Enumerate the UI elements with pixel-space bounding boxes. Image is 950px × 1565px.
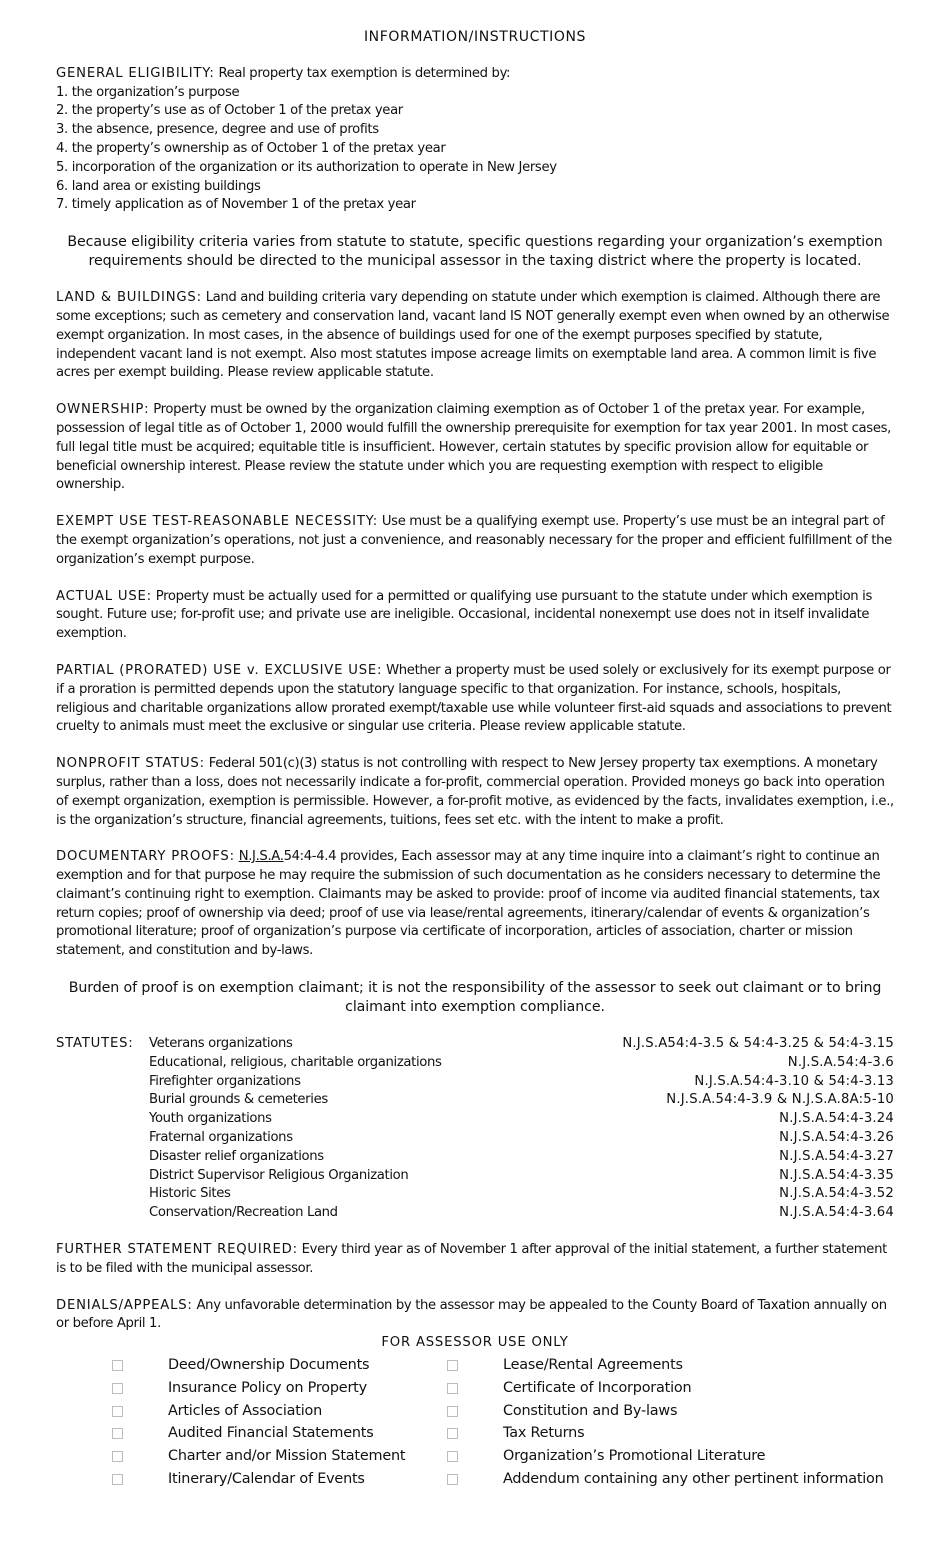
land-buildings-section <box>56 289 894 383</box>
assessor-use-title: FOR ASSESSOR USE ONLY <box>381 1335 569 1351</box>
statutes-label: STATUTES: <box>56 1036 134 1052</box>
checklist-item <box>112 1402 447 1421</box>
checklist-item <box>112 1379 447 1398</box>
checklist-item <box>447 1379 867 1398</box>
instructions-page <box>56 26 894 1489</box>
table-row <box>56 1054 894 1073</box>
list-item: 5. incorporation of the organization or its authorization to operate in New Jersey <box>56 159 557 175</box>
documentary-proofs-text: 54:4-4.4 provides, Each assessor may at any time inquire into a claimant’s right to continue an exemption and for that purpose he may require the submission of such documentation as he considers necessary to determine the claimant’s continuing right to exemption. Claimants may be asked to provide: proof of income via audited financial statements, tax return copies; proof of ownership via deed; proof of use via lease/rental agreements, itinerary/calendar of events & organization’s promotional literature; proof of organization’s purpose via certificate of incorporation, articles of association, charter or mission statement, and constitution and by-laws. <box>56 849 881 959</box>
statute-citation: N.J.S.A.54:4-3.64 <box>779 1205 894 1221</box>
land-buildings-label: LAND & BUILDINGS: <box>56 290 202 306</box>
checkbox[interactable] <box>447 1474 458 1485</box>
partial-use-label: PARTIAL (PRORATED) USE v. EXCLUSIVE USE: <box>56 662 383 678</box>
statute-citation: N.J.S.A.54:4-3.52 <box>779 1186 894 1202</box>
checklist-item <box>112 1447 447 1466</box>
checklist-label: Articles of Association <box>168 1402 323 1419</box>
checklist-label: Certificate of Incorporation <box>503 1379 692 1396</box>
checklist-item <box>447 1356 867 1375</box>
statute-organization: Firefighter organizations <box>149 1073 301 1089</box>
checkbox[interactable] <box>112 1360 123 1371</box>
exempt-use-section <box>56 513 894 569</box>
statute-organization: Fraternal organizations <box>149 1130 293 1146</box>
list-item: 2. the property’s use as of October 1 of the pretax year <box>56 103 403 119</box>
checklist-label: Charter and/or Mission Statement <box>168 1448 406 1465</box>
further-statement-text: Every third year as of November 1 after approval of the initial statement, a further statement is to be filed with the municipal assessor. <box>56 1242 887 1276</box>
table-row <box>56 1204 894 1223</box>
actual-use-text: Property must be actually used for a permitted or qualifying use pursuant to the statute under which exemption is sought. Future use; for-profit use; and private use are ineligible. Occasional, incidental nonexempt use does not in itself invalidate exemption. <box>56 588 872 642</box>
further-statement-section <box>56 1241 894 1279</box>
statute-citation: N.J.S.A.54:4-3.10 & 54:4-3.13 <box>694 1073 894 1089</box>
documentary-proofs-label: DOCUMENTARY PROOFS: <box>56 849 235 865</box>
checkbox[interactable] <box>447 1451 458 1462</box>
statute-citation: N.J.S.A. <box>238 849 284 865</box>
checklist-item <box>447 1402 867 1421</box>
statute-citation: N.J.S.A.54:4-3.35 <box>779 1167 894 1183</box>
assessor-checklist <box>112 1356 894 1489</box>
statute-organization: Veterans organizations <box>149 1036 293 1052</box>
table-row <box>56 1185 894 1204</box>
table-row <box>56 1110 894 1129</box>
list-item: 3. the absence, presence, degree and use of profits <box>56 122 379 138</box>
denials-appeals-text: Any unfavorable determination by the assessor may be appealed to the County Board of Taxation annually on or before April 1. <box>56 1297 887 1332</box>
statute-citation: N.J.S.A.54:4-3.27 <box>779 1148 894 1164</box>
checkbox[interactable] <box>112 1451 123 1462</box>
actual-use-label: ACTUAL USE: <box>56 588 152 604</box>
checkbox[interactable] <box>112 1428 123 1439</box>
denials-appeals-label: DENIALS/APPEALS: <box>56 1297 193 1313</box>
checklist-label: Organization’s Promotional Literature <box>503 1448 766 1465</box>
burden-note: Burden of proof is on exemption claimant; it is not the responsibility of the assessor to seek out claimant or to bring claimant into exemption compliance. <box>68 980 882 1016</box>
list-item: 1. the organization’s purpose <box>56 84 240 100</box>
table-row <box>56 1035 894 1054</box>
eligibility-list <box>56 84 894 216</box>
statute-citation: N.J.S.A.54:4-3.24 <box>779 1111 894 1127</box>
partial-use-section <box>56 662 894 737</box>
ownership-label: OWNERSHIP: <box>56 402 150 418</box>
statute-organization: Burial grounds & cemeteries <box>149 1092 328 1108</box>
checkbox[interactable] <box>447 1406 458 1417</box>
table-row <box>56 1167 894 1186</box>
list-item: 4. the property’s ownership as of October 1 of the pretax year <box>56 140 446 156</box>
statute-organization: District Supervisor Religious Organization <box>149 1167 409 1183</box>
checklist-item <box>112 1424 447 1443</box>
general-eligibility-intro: Real property tax exemption is determined by: <box>218 65 511 81</box>
checklist-label: Deed/Ownership Documents <box>168 1357 370 1374</box>
list-item: 6. land area or existing buildings <box>56 178 261 194</box>
checklist-label: Insurance Policy on Property <box>168 1379 367 1396</box>
checklist-label: Lease/Rental Agreements <box>503 1357 683 1374</box>
checkbox[interactable] <box>112 1383 123 1394</box>
ownership-text: Property must be owned by the organization claiming exemption as of October 1 of the pretax year. For example, possession of legal title as of October 1, 2000 would fulfill the ownership prerequisite for exemption for tax year 2001. In most cases, full legal title must be acquired; equitable title is insufficient. However, certain statutes by specific provision allow for equitable or beneficial ownership interest. Please review the statute under which you are requesting exemption with respect to eligible ownership. <box>56 402 891 493</box>
table-row <box>56 1129 894 1148</box>
partial-use-text: Whether a property must be used solely or exclusively for its exempt purpose or if a proration is permitted depends upon the statutory language specific to that organization. For instance, schools, hospitals, religious and charitable organizations allow prorated exempt/taxable use while volunteer first-aid squads and associations to prevent cruelty to animals must meet the exclusive or singular use criteria. Please review applicable statute. <box>56 662 892 735</box>
land-buildings-text: Land and building criteria vary depending on statute under which exemption is claimed. Although there are some exceptions; such as cemetery and conservation land, vacant land IS NOT generally exempt even when owned by an otherwise exempt organization. In most cases, in the absence of buildings used for one of the exempt purposes specified by statute, independent vacant land is not exempt. Also most statutes impose acreage limits on exemptable land area. A common limit is five acres per exempt building. Please review applicable statute. <box>56 290 890 381</box>
list-item: 7. timely application as of November 1 of the pretax year <box>56 197 416 213</box>
eligibility-note: Because eligibility criteria varies from statute to statute, specific questions regarding your organization’s exemption requirements should be directed to the municipal assessor in the taxing district where the property is located. <box>67 234 883 270</box>
statute-citation: N.J.S.A.54:4-3.26 <box>779 1130 894 1146</box>
checklist-label: Tax Returns <box>503 1425 585 1442</box>
general-eligibility-section <box>56 65 894 215</box>
checklist-item <box>447 1470 884 1489</box>
ownership-section <box>56 401 894 495</box>
table-row <box>56 1073 894 1092</box>
checklist-item <box>447 1424 867 1443</box>
statute-organization: Historic Sites <box>149 1186 231 1202</box>
nonprofit-text: Federal 501(c)(3) status is not controlling with respect to New Jersey property tax exemptions. A monetary surplus, rather than a loss, does not necessarily indicate a for-profit, commercial operation. Provided moneys go back into operation of exempt organization, exemption is permissible. However, a for-profit motive, as evidenced by the facts, invalidates exemption, i.e., is the organization’s structure, financial agreements, tuitions, fees set etc. with the intent to make a profit. <box>56 756 894 828</box>
statute-organization: Conservation/Recreation Land <box>149 1205 338 1221</box>
statute-citation: N.J.S.A.54:4-3.6 <box>787 1054 894 1070</box>
statute-organization: Educational, religious, charitable organizations <box>149 1054 442 1070</box>
table-row <box>56 1148 894 1167</box>
page-title: INFORMATION/INSTRUCTIONS <box>363 29 587 45</box>
statute-organization: Youth organizations <box>149 1111 272 1127</box>
checkbox[interactable] <box>447 1360 458 1371</box>
statute-organization: Disaster relief organizations <box>149 1148 324 1164</box>
table-row <box>56 1091 894 1110</box>
further-statement-label: FURTHER STATEMENT REQUIRED: <box>56 1242 298 1258</box>
exempt-use-text: Use must be a qualifying exempt use. Property’s use must be an integral part of the exempt organization’s operations, not just a convenience, and reasonably necessary for the proper and efficient fulfillment of the organization’s exempt purpose. <box>56 514 892 567</box>
checklist-item <box>447 1447 867 1466</box>
nonprofit-label: NONPROFIT STATUS: <box>56 756 205 772</box>
checkbox[interactable] <box>112 1474 123 1485</box>
exempt-use-label: EXEMPT USE TEST-REASONABLE NECESSITY: <box>56 514 379 530</box>
denials-appeals-section <box>56 1297 894 1335</box>
nonprofit-section <box>56 755 894 830</box>
checklist-item <box>112 1356 447 1375</box>
checklist-label: Itinerary/Calendar of Events <box>168 1471 365 1488</box>
actual-use-section <box>56 588 894 644</box>
general-eligibility-label: GENERAL ELIGIBILITY: <box>56 65 215 81</box>
checklist-label: Audited Financial Statements <box>168 1425 374 1442</box>
checklist-label: Addendum containing any other pertinent information <box>503 1471 884 1488</box>
documentary-proofs-section <box>56 848 894 961</box>
checkbox[interactable] <box>447 1428 458 1439</box>
checkbox[interactable] <box>112 1406 123 1417</box>
statute-citation: N.J.S.A.54:4-3.9 & N.J.S.A.8A:5-10 <box>666 1092 894 1108</box>
checkbox[interactable] <box>447 1383 458 1394</box>
statute-citation: N.J.S.A54:4-3.5 & 54:4-3.25 & 54:4-3.15 <box>622 1036 894 1052</box>
checklist-label: Constitution and By-laws <box>503 1402 678 1419</box>
checklist-item <box>112 1470 447 1489</box>
statutes-table <box>56 1035 894 1223</box>
